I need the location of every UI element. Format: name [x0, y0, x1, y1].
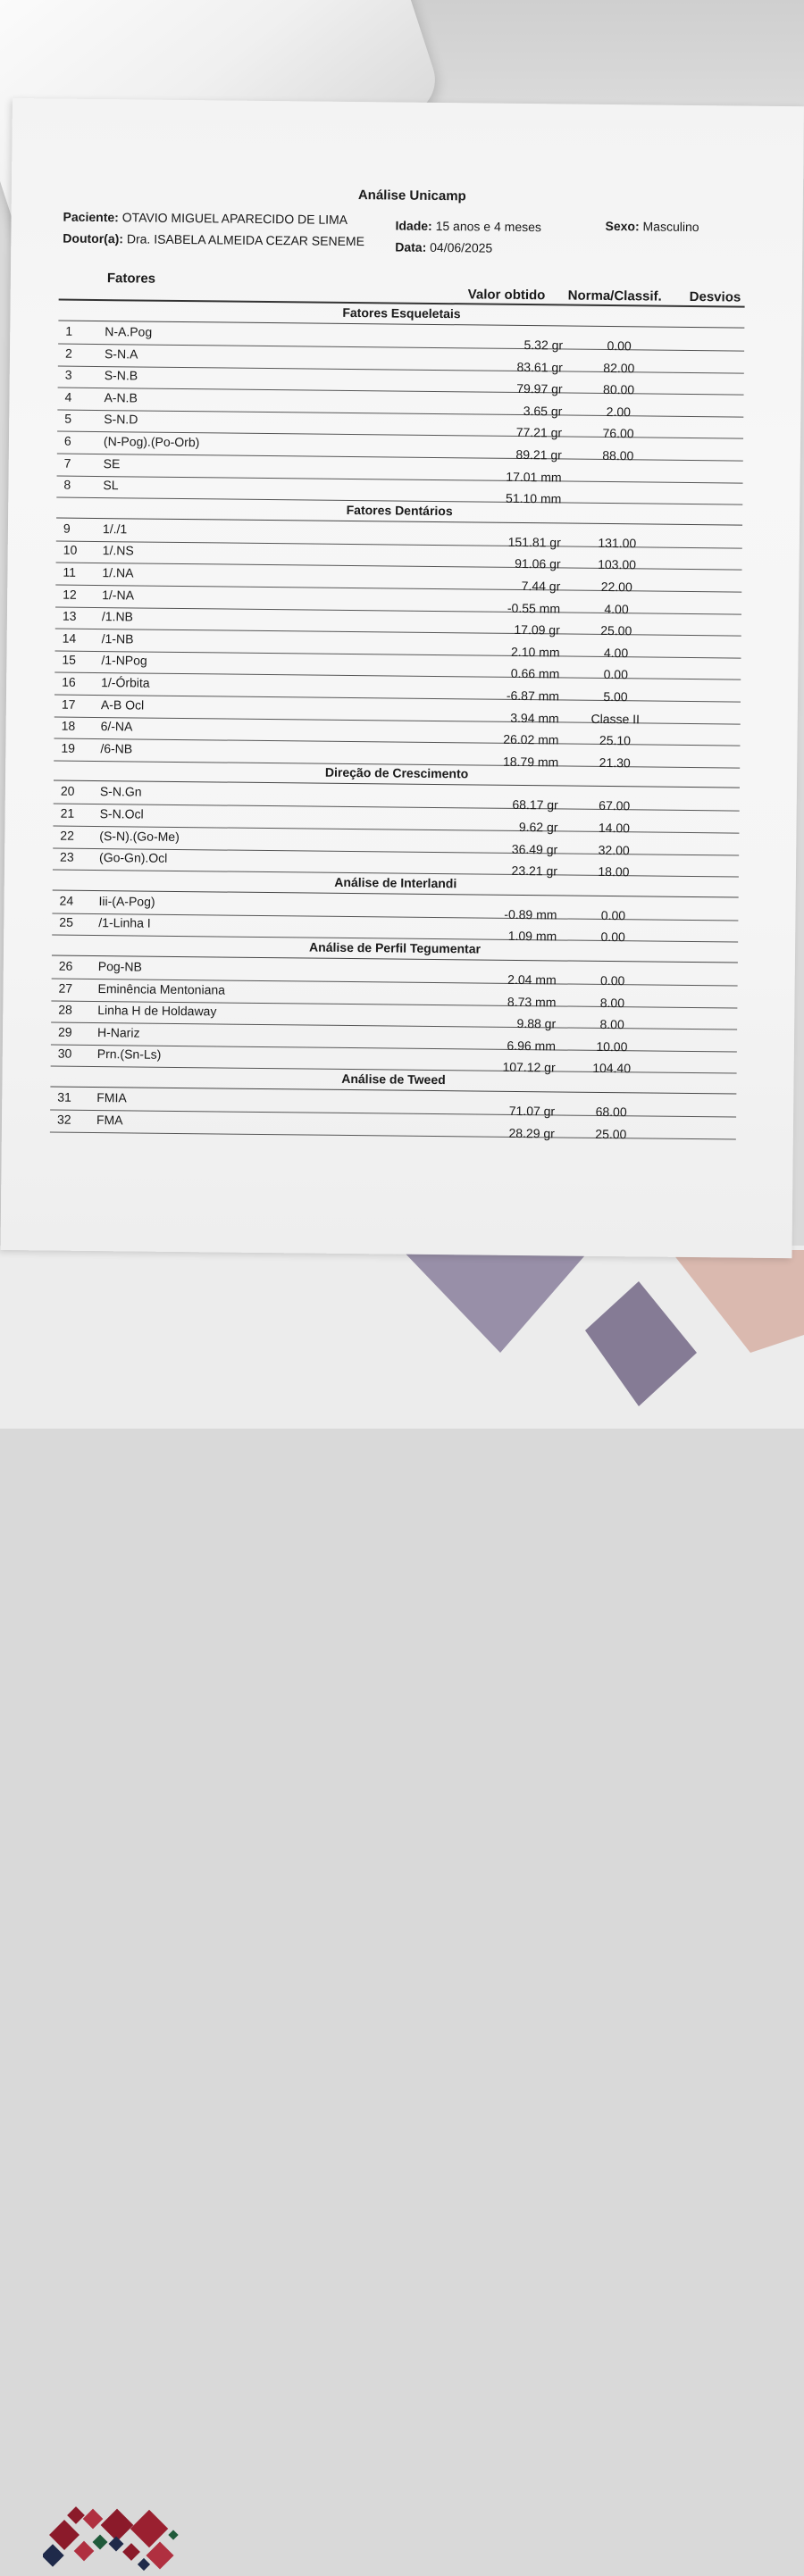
- row-norm: [574, 470, 663, 471]
- row-norm: 0.00: [599, 972, 625, 988]
- row-number: 3: [64, 367, 72, 382]
- row-factor: Prn.(Sn-Ls): [96, 1046, 162, 1063]
- row-norm: 8.00: [599, 995, 625, 1010]
- row-norm: 0.00: [600, 930, 625, 945]
- row-number: 15: [62, 653, 77, 668]
- row-factor: S-N.A: [104, 346, 138, 362]
- row-factor: Iii-(A-Pog): [98, 893, 155, 909]
- row-factor: SE: [103, 455, 121, 471]
- age-value: 15 anos e 4 meses: [435, 218, 542, 235]
- row-factor: SL: [103, 478, 119, 493]
- row-value: 77.21 gr: [515, 425, 563, 440]
- row-value: 0.66 mm: [510, 666, 560, 681]
- row-value: 151.81 gr: [507, 534, 561, 550]
- row-number: 10: [63, 543, 78, 558]
- patient-line: [63, 210, 348, 227]
- sex-value: Masculino: [642, 219, 699, 235]
- age-line: [395, 218, 541, 234]
- row-value: -6.87 mm: [506, 688, 560, 704]
- row-factor: Eminência Mentoniana: [97, 980, 226, 997]
- age-label: Idade:: [395, 218, 432, 233]
- section-title: Análise de Interlandi: [53, 870, 739, 897]
- row-norm: 131.00: [598, 535, 637, 551]
- row-norm: 25.00: [595, 1126, 627, 1141]
- row-factor: 1/-NA: [102, 587, 135, 603]
- row-value: -0.55 mm: [507, 600, 561, 616]
- row-number: 11: [63, 564, 77, 579]
- section-title: Direção de Crescimento: [54, 761, 740, 788]
- col-norma: Norma/Classif.: [567, 288, 662, 304]
- row-norm: 4.00: [604, 601, 629, 616]
- row-number: 13: [62, 608, 77, 623]
- row-value: 1.09 mm: [507, 929, 557, 944]
- row-value: 2.04 mm: [507, 971, 557, 988]
- row-norm: Classe II: [590, 711, 641, 726]
- row-factor: S-N.B: [104, 368, 138, 383]
- row-number: 18: [61, 718, 76, 733]
- row-number: 12: [63, 587, 77, 602]
- row-factor: 1/-Órbita: [101, 675, 150, 690]
- row-number: 23: [60, 849, 74, 864]
- row-value: 6.96 mm: [507, 1038, 557, 1054]
- row-value: 26.02 mm: [503, 731, 559, 747]
- doctor-label: Doutor(a):: [63, 230, 124, 246]
- patient-label: Paciente:: [63, 209, 119, 225]
- row-norm: 25.10: [599, 733, 632, 748]
- row-norm: 32.00: [598, 842, 630, 857]
- row-factor: N-A.Pog: [105, 324, 153, 339]
- row-factor: /1-NB: [101, 630, 134, 646]
- row-factor: A-N.B: [104, 389, 138, 405]
- row-factor: 1/.NA: [102, 565, 134, 580]
- col-valor: Valor obtido: [467, 287, 546, 304]
- row-factor: A-B Ocl: [100, 696, 145, 713]
- row-factor: (Go-Gn).Ocl: [99, 850, 168, 866]
- row-number: 27: [58, 980, 73, 996]
- row-norm: 14.00: [598, 820, 631, 836]
- row-factor: S-N.Gn: [99, 784, 142, 799]
- row-value: 18.79 mm: [502, 754, 559, 770]
- row-number: 21: [60, 805, 75, 821]
- row-norm: 88.00: [602, 447, 634, 463]
- row-number: 28: [58, 1002, 72, 1017]
- row-norm: 103.00: [598, 557, 637, 572]
- row-number: 26: [58, 958, 73, 973]
- row-number: 31: [57, 1089, 71, 1105]
- row-norm: [573, 492, 662, 493]
- row-number: 1: [65, 323, 73, 338]
- row-number: 20: [60, 783, 75, 799]
- row-norm: 68.00: [595, 1104, 627, 1120]
- patient-name: OTAVIO MIGUEL APARECIDO DE LIMA: [121, 210, 348, 227]
- row-value: 9.88 gr: [516, 1016, 557, 1031]
- date-label: Data:: [395, 239, 427, 254]
- row-factor: S-N.D: [104, 412, 138, 427]
- col-fatores: Fatores: [106, 271, 156, 287]
- row-factor: /1-Linha I: [98, 915, 151, 931]
- row-value: 51.10 mm: [506, 490, 562, 506]
- decorative-shapes: [402, 1246, 804, 1429]
- row-norm: 80.00: [603, 382, 635, 397]
- sex-line: [605, 219, 699, 234]
- row-norm: 25.00: [600, 623, 632, 638]
- row-norm: 10.00: [596, 1038, 628, 1055]
- row-norm: 18.00: [598, 864, 630, 880]
- row-norm: 0.00: [603, 667, 628, 682]
- row-norm: 104.40: [592, 1061, 632, 1076]
- row-norm: 0.00: [607, 338, 632, 354]
- row-value: 9.62 gr: [518, 819, 558, 835]
- row-value: 17.01 mm: [506, 469, 562, 485]
- row-factor: /1-NPog: [101, 653, 147, 669]
- section-title: Análise de Perfil Tegumentar: [52, 936, 738, 963]
- row-value: -0.89 mm: [504, 906, 557, 922]
- row-number: 25: [59, 914, 73, 930]
- report-title: Análise Unicamp: [357, 188, 466, 204]
- row-norm: 82.00: [603, 360, 635, 375]
- row-number: 19: [61, 740, 76, 755]
- row-number: 5: [64, 412, 72, 427]
- row-factor: 1/./1: [102, 521, 128, 537]
- section-title: Fatores Dentários: [56, 497, 742, 525]
- row-number: 14: [62, 630, 77, 646]
- row-number: 4: [64, 389, 72, 404]
- row-value: 107.12 gr: [502, 1060, 556, 1075]
- row-factor: /6-NB: [100, 740, 133, 756]
- row-number: 17: [61, 696, 76, 712]
- row-value: 68.17 gr: [512, 797, 558, 813]
- row-norm: 0.00: [600, 907, 626, 923]
- row-norm: 8.00: [599, 1017, 624, 1032]
- doctor-line: [63, 231, 364, 249]
- report-sheet: [0, 98, 803, 1258]
- row-norm: 5.00: [603, 688, 628, 704]
- row-number: 6: [63, 433, 71, 448]
- row-norm: 21.30: [599, 754, 631, 771]
- row-value: 71.07 gr: [508, 1103, 556, 1119]
- row-value: 28.29 gr: [508, 1125, 555, 1141]
- row-number: 24: [59, 893, 74, 908]
- row-norm: 76.00: [602, 426, 634, 441]
- row-norm: 2.00: [606, 404, 632, 420]
- row-number: 2: [64, 346, 72, 361]
- row-value: 3.94 mm: [510, 710, 559, 726]
- row-factor: (S-N).(Go-Me): [99, 828, 180, 844]
- row-factor: /1.NB: [101, 609, 134, 624]
- row-value: 2.10 mm: [510, 644, 560, 660]
- doctor-name: Dra. ISABELA ALMEIDA CEZAR SENEME: [126, 231, 365, 249]
- row-factor: 6/-NA: [100, 719, 133, 734]
- row-value: 17.09 gr: [514, 622, 560, 638]
- row-factor: S-N.Ocl: [99, 806, 144, 821]
- row-value: 91.06 gr: [515, 556, 561, 571]
- row-value: 7.44 gr: [521, 578, 561, 594]
- row-value: 36.49 gr: [511, 841, 558, 857]
- row-factor: Linha H de Holdaway: [97, 1003, 217, 1019]
- row-value: 89.21 gr: [515, 446, 562, 463]
- row-factor: FMA: [96, 1112, 123, 1127]
- date-value: 04/06/2025: [430, 239, 493, 255]
- row-value: 83.61 gr: [516, 359, 563, 375]
- row-value: 5.32 gr: [523, 338, 564, 353]
- row-factor: (N-Pog).(Po-Orb): [103, 434, 200, 450]
- table-surface: [0, 1246, 804, 1429]
- row-number: 16: [62, 674, 76, 689]
- row-factor: 1/.NS: [102, 543, 134, 558]
- row-number: 29: [57, 1024, 72, 1039]
- row-value: 23.21 gr: [511, 863, 558, 879]
- row-norm: 67.00: [599, 798, 631, 813]
- row-number: 7: [63, 455, 71, 471]
- row-number: 30: [57, 1046, 72, 1062]
- row-factor: FMIA: [96, 1090, 127, 1105]
- row-number: 32: [56, 1112, 71, 1127]
- row-factor: H-Nariz: [96, 1024, 140, 1040]
- section-title: Fatores Esqueletais: [58, 301, 744, 329]
- section-title: Análise de Tweed: [50, 1067, 736, 1095]
- row-value: 3.65 gr: [523, 403, 563, 419]
- row-norm: 22.00: [600, 579, 632, 595]
- row-number: 9: [63, 521, 71, 536]
- sex-label: Sexo:: [605, 218, 640, 234]
- logo-mosaic-icon: [43, 2505, 186, 2576]
- row-value: 8.73 mm: [507, 994, 557, 1010]
- row-norm: 4.00: [603, 645, 629, 661]
- row-number: 22: [60, 828, 75, 843]
- row-number: 8: [63, 477, 71, 492]
- date-line: [395, 239, 492, 254]
- col-desvios: Desvios: [689, 288, 741, 305]
- row-factor: Pog-NB: [97, 959, 142, 974]
- row-value: 79.97 gr: [516, 381, 563, 396]
